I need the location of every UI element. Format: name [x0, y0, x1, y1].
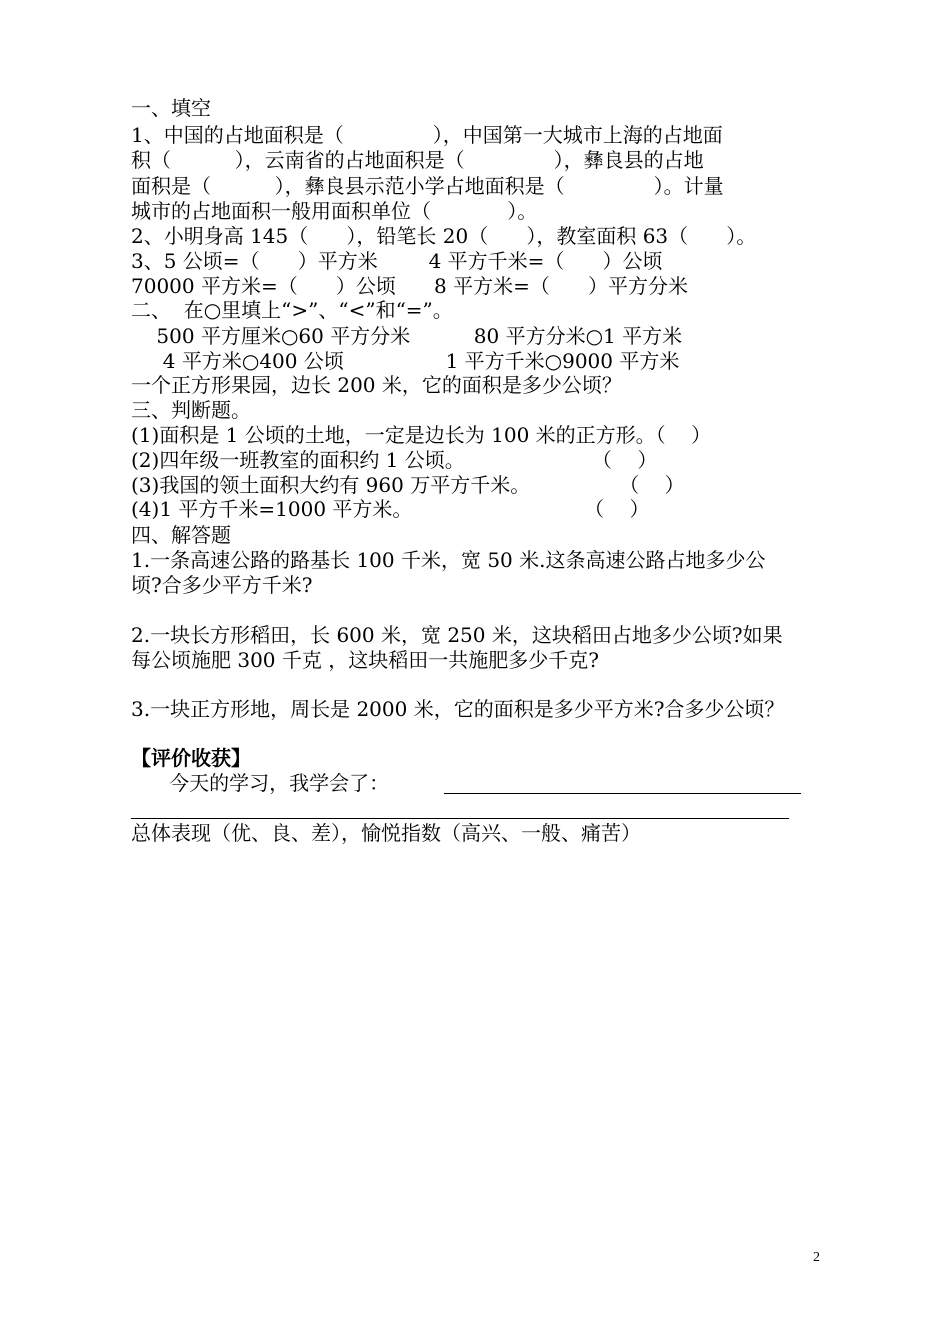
problem-line: 1.一条高速公路的路基长 100 千米，宽 50 米.这条高速公路占地多少公 [131, 548, 766, 572]
evaluation-summary: 总体表现（优、良、差），愉悦指数（高兴、一般、痛苦） [131, 821, 641, 845]
evaluation-heading: 【评价收获】 [131, 746, 251, 770]
question-line: 面积是（ ），彝良县示范小学占地面积是（ ）。计量 [131, 174, 724, 198]
section-4-heading: 四、解答题 [131, 523, 231, 547]
page-number: 2 [813, 1250, 820, 1265]
question-line: 1、中国的占地面积是（ ），中国第一大城市上海的占地面 [131, 123, 723, 147]
problem-line: 3.一块正方形地，周长是 2000 米，它的面积是多少平方米?合多少公顷？ [131, 697, 785, 721]
compare-line: 500 平方厘米○60 平方分米 80 平方分米○1 平方米 [131, 324, 683, 348]
section-1-heading: 一、填空 [131, 96, 211, 120]
question-line: 3、5 公顷=（ ）平方米 4 平方千米=（ ）公顷 [131, 249, 663, 273]
question-line: 一个正方形果园，边长 200 米，它的面积是多少公顷？ [131, 373, 622, 397]
judgement-item: (4)1 平方千米=1000 平方米。 （ ） [131, 497, 650, 521]
question-line: 积（ ），云南省的占地面积是（ ），彝良县的占地 [131, 148, 704, 172]
question-line: 2、小明身高 145（ ），铅笔长 20（ ），教室面积 63（ ）。 [131, 224, 757, 248]
answer-underline [131, 818, 789, 819]
judgement-item: (1)面积是 1 公顷的土地，一定是边长为 100 米的正方形。（ ） [131, 423, 712, 447]
section-3-heading: 三、判断题。 [131, 398, 251, 422]
judgement-item: (2)四年级一班教室的面积约 1 公顷。 （ ） [131, 448, 658, 472]
judgement-item: (3)我国的领土面积大约有 960 万平方千米。 （ ） [131, 473, 685, 497]
compare-line: 4 平方米○400 公顷 1 平方千米○9000 平方米 [131, 349, 680, 373]
problem-line: 顷?合多少平方千米? [131, 573, 313, 597]
question-line: 城市的占地面积一般用面积单位（ ）。 [131, 199, 538, 223]
evaluation-learned-label: 今天的学习，我学会了： [131, 771, 390, 795]
question-line: 70000 平方米=（ ）公顷 8 平方米=（ ）平方分米 [131, 274, 689, 298]
section-2-heading: 二、 在○里填上“>”、“<”和“=”。 [131, 298, 453, 322]
problem-line: 2.一块长方形稻田，长 600 米，宽 250 米，这块稻田占地多少公顷?如果 [131, 623, 783, 647]
answer-underline [444, 793, 801, 794]
problem-line: 每公顷施肥 300 千克 ，这块稻田一共施肥多少千克? [131, 648, 599, 672]
